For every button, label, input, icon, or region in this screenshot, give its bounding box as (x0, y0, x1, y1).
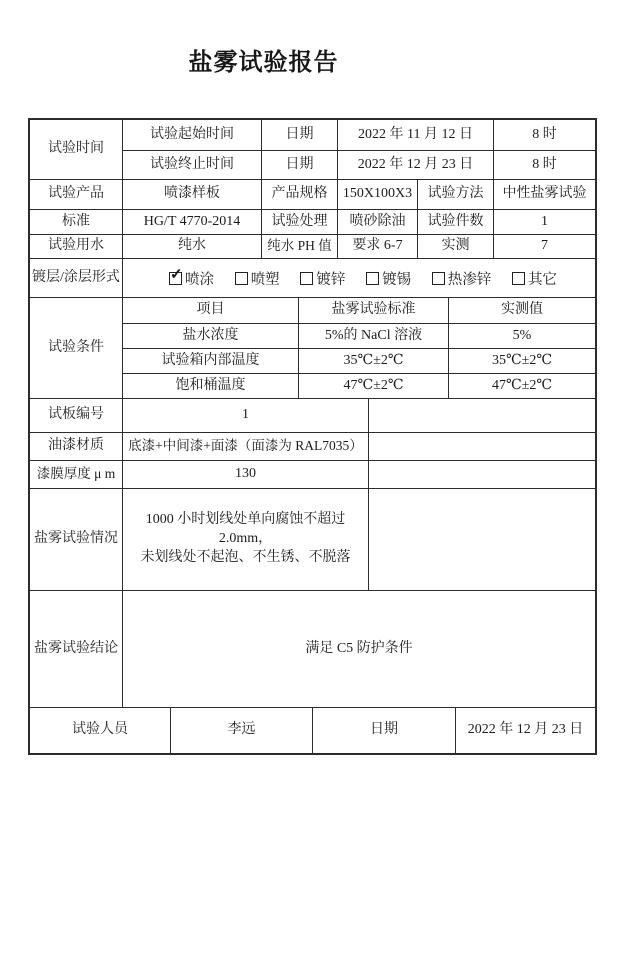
barrel-temp-measured: 47℃±2℃ (448, 374, 595, 398)
test-situation-label: 盐雾试验情况 (34, 531, 118, 547)
checkbox-option-pentu[interactable] (169, 268, 214, 289)
checkbox-icon (366, 272, 379, 285)
option-label: 镀锡 (382, 271, 412, 288)
treatment-value: 喷砂除油 (337, 210, 417, 234)
salinity-standard: 5%的 NaCl 溶液 (298, 324, 448, 348)
conditions-header-row (122, 298, 595, 323)
row-product (30, 179, 595, 209)
measured-value: 7 (493, 235, 595, 258)
checkbox-icon (300, 272, 313, 285)
checkbox-option-pensu[interactable] (235, 268, 280, 289)
salinity-item: 盐水浓度 (122, 324, 298, 348)
conditions-label: 试验条件 (48, 339, 104, 355)
conditions-row-barrel-temp (122, 373, 595, 398)
checkbox-option-other[interactable] (512, 268, 557, 289)
plate-number-label: 试板编号 (48, 407, 104, 423)
water-label: 试验用水 (48, 238, 104, 254)
conditions-row-salinity (122, 323, 595, 348)
ph-requirement: 要求 6-7 (337, 235, 417, 258)
option-label: 热渗锌 (447, 271, 492, 288)
checkbox-icon (169, 266, 183, 285)
chamber-temp-measured: 35℃±2℃ (448, 349, 595, 373)
method-label: 试验方法 (417, 180, 493, 209)
barrel-temp-item: 饱和桶温度 (122, 374, 298, 398)
row-end-time (122, 150, 595, 179)
page-title: 盐雾试验报告 (188, 50, 339, 76)
product-label: 试验产品 (48, 186, 104, 202)
chamber-temp-standard: 35℃±2℃ (298, 349, 448, 373)
standard-value: HG/T 4770-2014 (122, 210, 261, 234)
salinity-measured: 5% (448, 324, 595, 348)
test-conclusion-label: 盐雾试验结论 (34, 640, 118, 656)
film-thickness-value: 130 (122, 461, 368, 488)
piece-count-value: 1 (493, 210, 595, 234)
chamber-temp-item: 试验箱内部温度 (122, 349, 298, 373)
coating-label: 镀层/涂层形式 (32, 269, 120, 285)
plate-number-value: 1 (122, 399, 368, 432)
end-date-label: 日期 (261, 151, 337, 179)
barrel-temp-standard: 47℃±2℃ (298, 374, 448, 398)
option-label: 喷涂 (185, 271, 214, 288)
personnel-date-value: 2022 年 12 月 23 日 (455, 708, 595, 753)
test-situation-empty-cell (368, 489, 595, 590)
piece-count-label: 试验件数 (417, 210, 493, 234)
row-coating-type (30, 258, 595, 297)
report-table (28, 118, 597, 755)
personnel-label: 试验人员 (72, 722, 128, 738)
treatment-label: 试验处理 (261, 210, 337, 234)
option-label: 镀锌 (316, 271, 346, 288)
end-hour-value: 8 时 (493, 151, 595, 179)
method-value: 中性盐雾试验 (493, 180, 595, 209)
option-label: 其它 (527, 271, 557, 288)
checkbox-option-duxi[interactable] (366, 268, 411, 289)
conditions-header-standard: 盐雾试验标准 (298, 298, 448, 323)
start-date-label: 日期 (261, 120, 337, 150)
row-start-time (122, 120, 595, 150)
conditions-row-chamber-temp (122, 348, 595, 373)
end-time-name: 试验终止时间 (122, 151, 261, 179)
paint-material-value: 底漆+中间漆+面漆（面漆为 RAL7035） (122, 433, 368, 460)
checkbox-icon (512, 272, 525, 285)
row-personnel (30, 707, 595, 753)
checkbox-icon (235, 272, 248, 285)
plate-number-empty-cell (368, 399, 595, 432)
water-value: 纯水 (122, 235, 261, 258)
start-time-name: 试验起始时间 (122, 120, 261, 150)
ph-label: 纯水 PH 值 (261, 235, 337, 258)
paint-material-label: 油漆材质 (48, 438, 104, 454)
checkbox-option-duxin[interactable] (300, 268, 345, 289)
check-icon: ✓ (170, 266, 183, 283)
section-conditions (30, 297, 595, 398)
conditions-header-measured: 实测值 (448, 298, 595, 323)
personnel-name: 李远 (170, 708, 312, 753)
row-test-conclusion (30, 590, 595, 707)
test-time-label: 试验时间 (48, 141, 104, 157)
film-thickness-empty-cell (368, 461, 595, 488)
checkbox-icon (432, 272, 445, 285)
conditions-header-item: 项目 (122, 298, 298, 323)
paint-material-empty-cell (368, 433, 595, 460)
test-situation-line1: 1000 小时划线处单向腐蚀不超过 2.0mm， (145, 512, 346, 547)
option-label: 喷塑 (250, 271, 280, 288)
film-thickness-label: 漆膜厚度 μ m (36, 466, 116, 482)
end-date-value: 2022 年 12 月 23 日 (337, 151, 493, 179)
personnel-date-label: 日期 (312, 708, 455, 753)
product-value: 喷漆样板 (122, 180, 261, 209)
row-film-thickness (30, 460, 595, 488)
checkbox-option-reshenxin[interactable] (432, 268, 492, 289)
test-situation-line2: 未划线处不起泡、不生锈、不脱落 (140, 549, 351, 565)
standard-label: 标准 (62, 213, 90, 229)
row-standard (30, 209, 595, 234)
test-conclusion-value: 满足 C5 防护条件 (122, 591, 595, 707)
row-paint-material (30, 432, 595, 460)
row-plate-number (30, 398, 595, 432)
test-situation-value (122, 489, 368, 590)
spec-value: 150X100X3 (337, 180, 417, 209)
start-date-value: 2022 年 11 月 12 日 (337, 120, 493, 150)
section-test-time (30, 120, 595, 179)
spec-label: 产品规格 (261, 180, 337, 209)
start-hour-value: 8 时 (493, 120, 595, 150)
row-test-situation (30, 488, 595, 590)
row-water (30, 234, 595, 258)
coating-options (122, 259, 595, 297)
measured-label: 实测 (417, 235, 493, 258)
